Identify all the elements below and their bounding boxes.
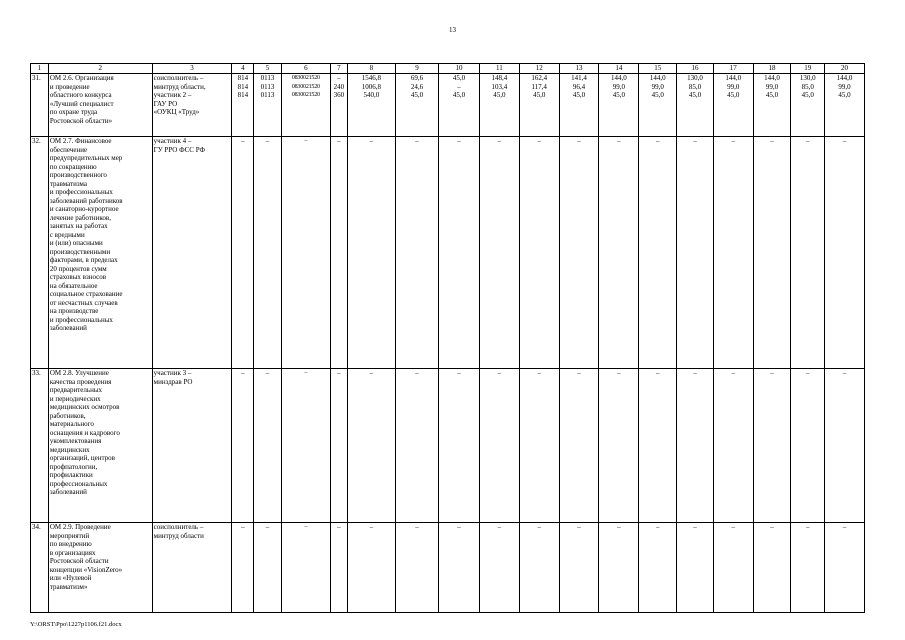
value-cell: – xyxy=(713,137,753,369)
value-cell: – xyxy=(479,137,519,369)
column-number-cell: 7 xyxy=(330,64,347,74)
value-cell: – xyxy=(677,523,714,613)
column-number-cell: 4 xyxy=(232,64,254,74)
value-cell: 144,0 99,0 45,0 xyxy=(639,74,677,137)
column-number-cell: 5 xyxy=(254,64,281,74)
executor: соисполнитель – минтруд области, участник 2 – ГАУ РО «ОУКЦ «Труд» xyxy=(152,74,232,137)
column-number-cell: 18 xyxy=(753,64,791,74)
column-number-cell: 13 xyxy=(559,64,599,74)
value-cell: – xyxy=(639,369,677,523)
value-cell: – xyxy=(825,369,865,523)
value-cell: – xyxy=(396,523,439,613)
column-number-cell: 15 xyxy=(639,64,677,74)
value-cell: 144,0 99,0 45,0 xyxy=(825,74,865,137)
column-number-cell: 6 xyxy=(281,64,330,74)
value-cell: – xyxy=(559,523,599,613)
column-number-cell: 11 xyxy=(479,64,519,74)
value-cell: – xyxy=(519,523,559,613)
value-cell: – xyxy=(281,523,330,613)
column-number-row xyxy=(31,64,865,74)
measure-name: ОМ 2.6. Организация и проведение областного конкурса «Лучший специалист по охране труда Ростовской области» xyxy=(48,74,152,137)
value-cell: – xyxy=(232,523,254,613)
column-number-cell: 12 xyxy=(519,64,559,74)
value-cell: 0830021520 0830021520 0830021520 xyxy=(281,74,330,137)
row-number: 34. xyxy=(31,523,49,613)
value-cell: – xyxy=(347,137,395,369)
value-cell: – xyxy=(281,369,330,523)
value-cell: – xyxy=(599,137,639,369)
table-row xyxy=(31,137,865,369)
page-number: 13 xyxy=(449,26,456,34)
measure-name: ОМ 2.9. Проведение мероприятий по внедрению в организациях Ростовской области концепции «VisionZero» или «Нулевой травматизм» xyxy=(48,523,152,613)
value-cell: – xyxy=(713,369,753,523)
value-cell: – xyxy=(791,369,825,523)
value-cell: – xyxy=(677,137,714,369)
value-cell: – xyxy=(825,523,865,613)
table-row xyxy=(31,369,865,523)
measure-name: ОМ 2.8. Улучшение качества проведения предварительных и периодических медицинских осмотров работников, материального оснащения и кадрового укомплектования медицинских организаций, центров профпатологии, профилактики профессиональных заболеваний xyxy=(48,369,152,523)
value-cell: – xyxy=(330,369,347,523)
value-cell: – xyxy=(791,523,825,613)
value-cell: – xyxy=(825,137,865,369)
value-cell: 814 814 814 xyxy=(232,74,254,137)
column-number-cell: 9 xyxy=(396,64,439,74)
value-cell: 148,4 103,4 45,0 xyxy=(479,74,519,137)
column-number-cell: 1 xyxy=(31,64,49,74)
table-row xyxy=(31,74,865,137)
value-cell: – xyxy=(753,369,791,523)
value-cell: 141,4 96,4 45,0 xyxy=(559,74,599,137)
value-cell: – xyxy=(439,523,480,613)
column-number-cell: 2 xyxy=(48,64,152,74)
column-number-cell: 3 xyxy=(152,64,232,74)
program-table xyxy=(30,63,865,613)
executor: участник 3 – минздрав РО xyxy=(152,369,232,523)
value-cell: – xyxy=(347,369,395,523)
value-cell: – xyxy=(519,369,559,523)
value-cell: – xyxy=(559,369,599,523)
value-cell: – xyxy=(232,137,254,369)
file-path-footer: Y:\ORST\Ppo\1227p1106.f21.docx xyxy=(30,621,122,628)
value-cell: – xyxy=(254,137,281,369)
column-number-cell: 19 xyxy=(791,64,825,74)
value-cell: – xyxy=(559,137,599,369)
table-row xyxy=(31,523,865,613)
column-number-cell: 10 xyxy=(439,64,480,74)
value-cell: – xyxy=(599,523,639,613)
value-cell: – xyxy=(479,369,519,523)
row-number: 31. xyxy=(31,74,49,137)
value-cell: – xyxy=(281,137,330,369)
row-number: 33. xyxy=(31,369,49,523)
value-cell: – xyxy=(599,369,639,523)
column-number-cell: 17 xyxy=(713,64,753,74)
value-cell: – xyxy=(753,137,791,369)
value-cell: – xyxy=(639,523,677,613)
measure-name: ОМ 2.7. Финансовое обеспечение предупредительных мер по сокращению производственного травматизма и профессиональных заболеваний работников и санаторно-курортное лечение работников, занятых на работах с вредными и (или) опасными производственными факторами, в пределах 20 процентов сумм страховых взносов на обязательное социальное страхование от несчастных случаев на производстве и профессиональных заболеваний xyxy=(48,137,152,369)
value-cell: 144,0 99,0 45,0 xyxy=(713,74,753,137)
executor: участник 4 – ГУ РРО ФСС РФ xyxy=(152,137,232,369)
value-cell: – xyxy=(479,523,519,613)
value-cell: 144,0 99,0 45,0 xyxy=(753,74,791,137)
column-number-cell: 16 xyxy=(677,64,714,74)
value-cell: 162,4 117,4 45,0 xyxy=(519,74,559,137)
value-cell: 45,0 – 45,0 xyxy=(439,74,480,137)
value-cell: – xyxy=(439,137,480,369)
value-cell: – xyxy=(677,369,714,523)
value-cell: – xyxy=(330,523,347,613)
column-number-cell: 8 xyxy=(347,64,395,74)
value-cell: – 240 360 xyxy=(330,74,347,137)
value-cell: 1546,8 1006,8 540,0 xyxy=(347,74,395,137)
row-number: 32. xyxy=(31,137,49,369)
value-cell: – xyxy=(639,137,677,369)
value-cell: – xyxy=(519,137,559,369)
column-number-cell: 14 xyxy=(599,64,639,74)
value-cell: – xyxy=(347,523,395,613)
value-cell: – xyxy=(791,137,825,369)
value-cell: 0113 0113 0113 xyxy=(254,74,281,137)
value-cell: – xyxy=(232,369,254,523)
value-cell: – xyxy=(396,137,439,369)
value-cell: – xyxy=(330,137,347,369)
column-number-cell: 20 xyxy=(825,64,865,74)
value-cell: – xyxy=(254,369,281,523)
value-cell: 144,0 99,0 45,0 xyxy=(599,74,639,137)
executor: соисполнитель – минтруд области xyxy=(152,523,232,613)
value-cell: – xyxy=(439,369,480,523)
value-cell: 69,6 24,6 45,0 xyxy=(396,74,439,137)
value-cell: – xyxy=(254,523,281,613)
value-cell: – xyxy=(753,523,791,613)
value-cell: 130,0 85,0 45,0 xyxy=(791,74,825,137)
value-cell: – xyxy=(713,523,753,613)
value-cell: 130,0 85,0 45,0 xyxy=(677,74,714,137)
value-cell: – xyxy=(396,369,439,523)
